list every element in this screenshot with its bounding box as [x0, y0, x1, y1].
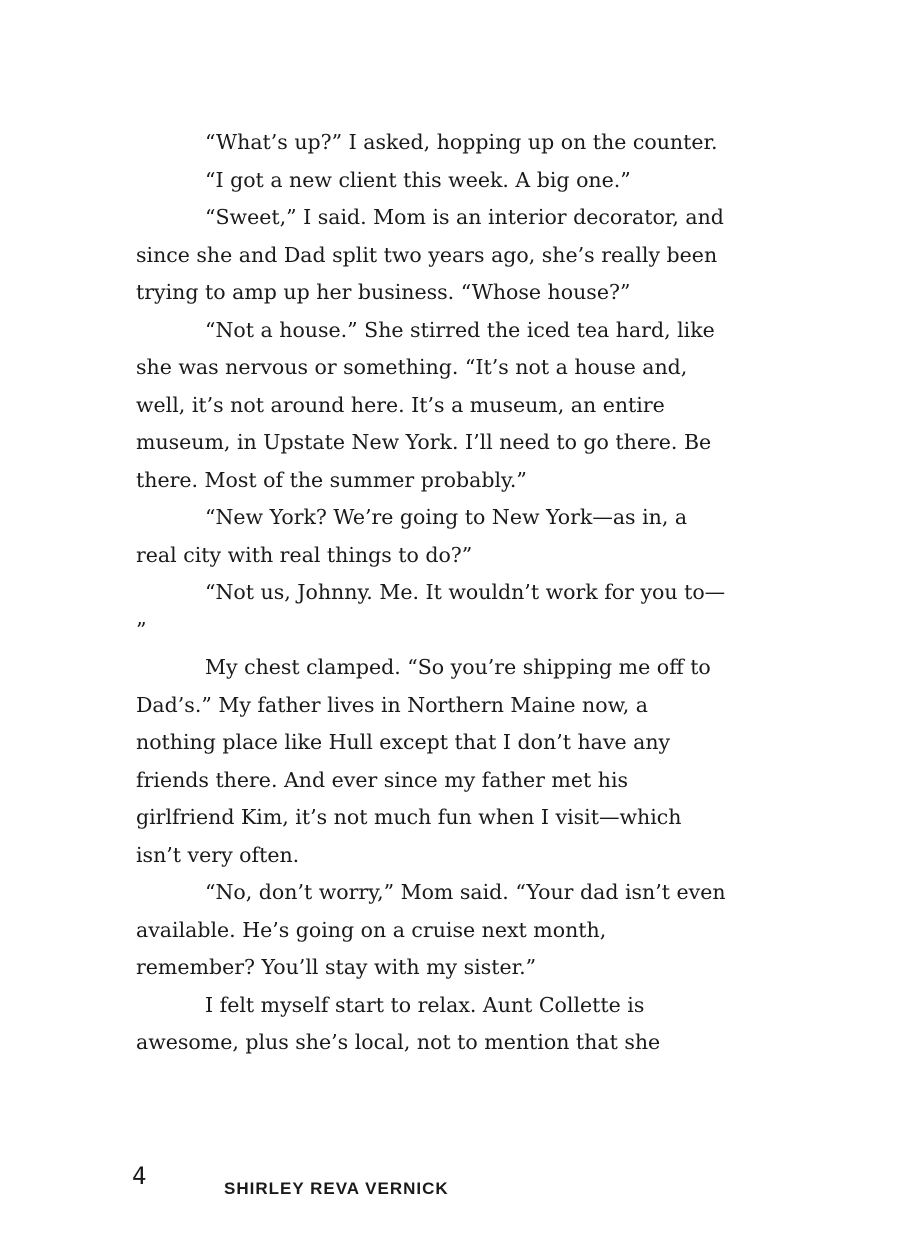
page-number: 4 [132, 1162, 147, 1190]
running-footer-author: SHIRLEY REVA VERNICK [224, 1179, 449, 1198]
paragraph: “New York? We’re going to New York—as in, a real city with real things to do?” [136, 505, 688, 567]
paragraph: “Not a house.” She stirred the iced tea hard, like she was nervous or something. “It’s not a house and, well, it’s not around here. It’s a museum, an entire museum, in Upstate New York. I’ll need to go there. Be there. Most of the summer probably.” [136, 317, 715, 492]
paragraph: “Not us, Johnny. Me. It wouldn’t work for you to— ” [136, 580, 726, 642]
paragraph: I felt myself start to relax. Aunt Collette is awesome, plus she’s local, not to mention that she [136, 992, 661, 1054]
paragraph: “No, don’t worry,” Mom said. “Your dad isn’t even available. He’s going on a cruise next month, remember? You’ll stay with my sister.” [136, 880, 726, 979]
paragraph: My chest clamped. “So you’re shipping me off to Dad’s.” My father lives in Northern Maine now, a nothing place like Hull except that I don’t have any friends there. And ever since my father met his girlfriend Kim, it’s not much fun when I visit—which isn’t very often. [136, 655, 711, 867]
paragraph: “Sweet,” I said. Mom is an interior decorator, and since she and Dad split two years ago, she’s really been trying to amp up her business. “Whose house?” [136, 205, 724, 304]
paragraph: “I got a new client this week. A big one.” [205, 167, 631, 192]
body-text [136, 124, 728, 1062]
paragraph: “What’s up?” I asked, hopping up on the counter. [205, 130, 718, 154]
